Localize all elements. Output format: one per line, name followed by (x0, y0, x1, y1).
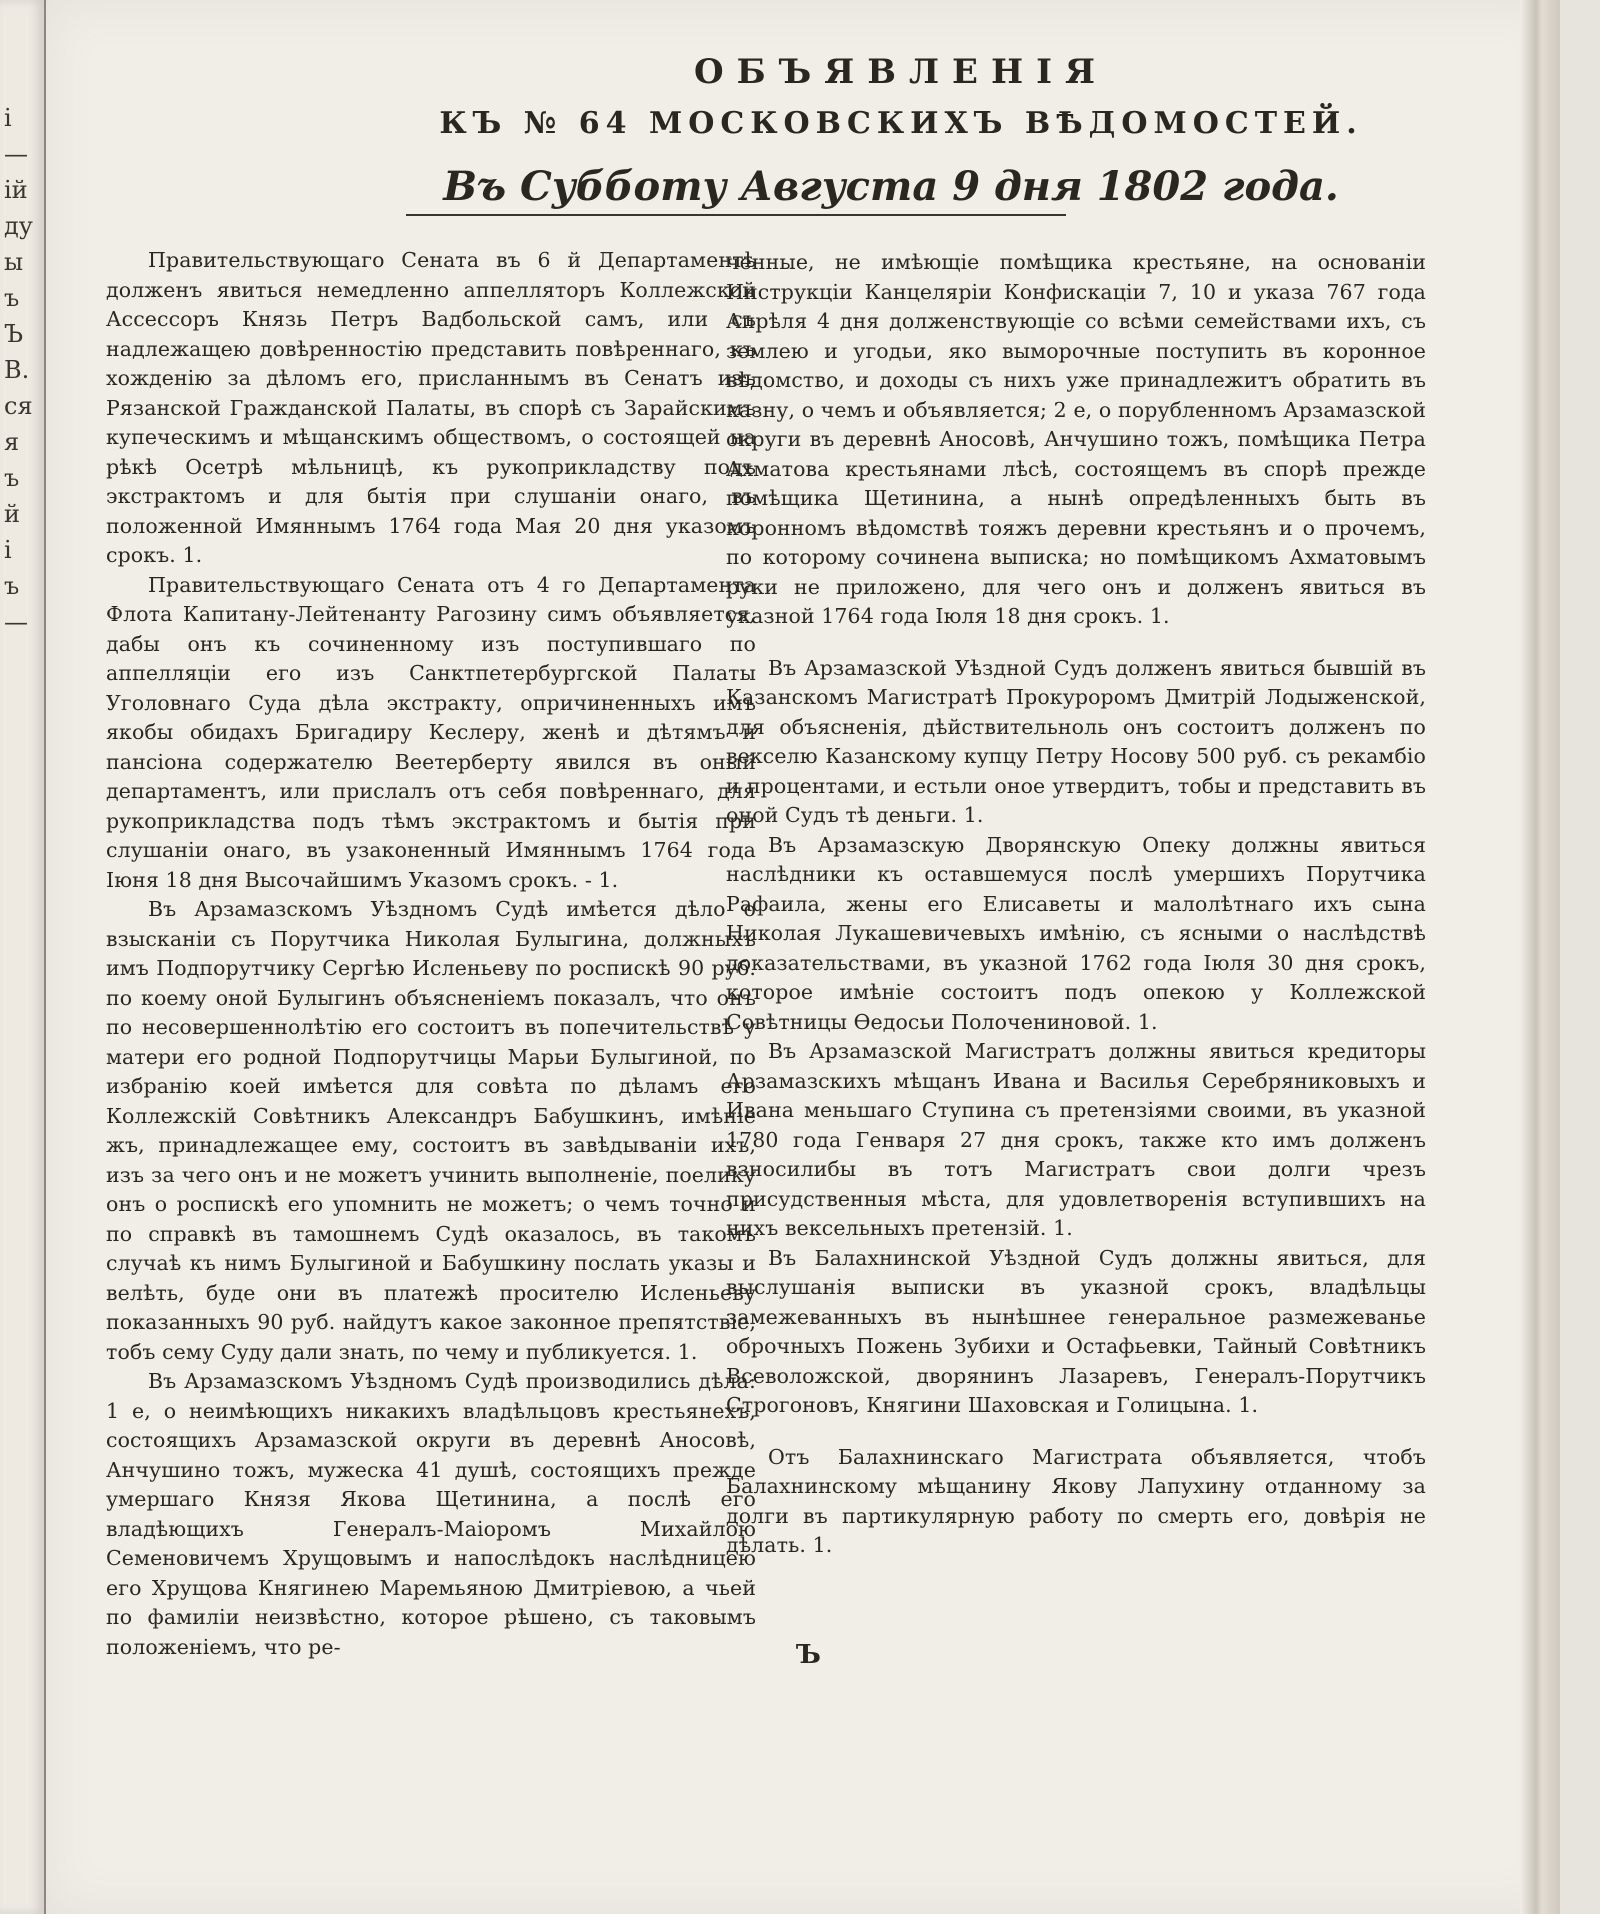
prev-glyph: В. (4, 356, 30, 384)
prev-glyph: ъ (4, 572, 20, 600)
prev-glyph: я (4, 428, 20, 456)
prev-glyph: ъ (4, 284, 20, 312)
prev-glyph: ду (4, 212, 33, 240)
masthead-issue: КЪ № 64 МОСКОВСКИХЪ ВѢДОМОСТЕЙ. (439, 106, 1363, 141)
prev-glyph: й (4, 500, 20, 528)
prev-glyph: і (4, 536, 12, 564)
left-column (106, 246, 756, 1662)
prev-glyph: ій (4, 176, 28, 204)
notice-paragraph: Правительствующаго Сената отъ 4 го Департамента Флота Капитану-Лейтенанту Рагозину симъ объявляется, дабы онъ къ сочиненному изъ поступившаго по аппелляціи его изъ Санктпетербургской Палаты Уголовнаго Суда дѣла экстракту, опричиненныхъ имъ якобы обидахъ Бригадиру Кеслеру, женѣ и дѣтямъ и пансіона содержателю Веетерберту явился въ оный департаментъ, или прислалъ отъ себя повѣреннаго, для рукоприкладства подъ тѣмъ экстрактомъ и бытія при слушаніи онаго, въ узаконенный Имяннымъ 1764 года Іюня 18 дня Высочайшимъ Указомъ срокъ. - 1. (106, 572, 756, 892)
notice-paragraph: Въ Арзамазскомъ Уѣздномъ Судѣ производились дѣла: 1 е, о неимѣющихъ никакихъ владѣльцовъ крестьянехъ, состоящихъ Арзамазской округи въ деревнѣ Аносовѣ, Анчушино тожъ, мужеска 41 душѣ, состоящихъ прежде умершаго Князя Якова Щетинина, а послѣ его владѣющихъ Генералъ-Маіоромъ Михайлою Семеновичемъ Хрущовымъ и напослѣдокъ наслѣдницею его Хрущова Княгинею Маремьяною Дмитріевою, а чьей по фамиліи неизвѣстно, которое рѣшено, съ таковымъ положеніемъ, что ре- (106, 1369, 756, 1659)
prev-glyph: — (4, 608, 28, 636)
newspaper-page (46, 0, 1560, 1914)
notice-paragraph: Правительствующаго Сената въ 6 й Департаментѣ долженъ явиться немедленно аппелляторъ Коллежской Ассессоръ Князь Петръ Вадбольской самъ, или съ надлежащею довѣренностію представить повѣреннаго, къ хожденію за дѣломъ его, присланнымъ въ Сенатъ изъ Рязанской Гражданской Палаты, въ спорѣ съ Зарайскимъ купеческимъ и мѣщанскимъ обществомъ, о состоящей на рѣкѣ Осетрѣ мѣльницѣ, къ рукоприкладству подъ экстрактомъ и для бытія при слушаніи онаго, въ положенной Имяннымъ 1764 года Мая 20 дня указомъ срокъ. 1. (106, 248, 756, 567)
masthead-title: ОБЪЯВЛЕНІЯ (694, 52, 1108, 92)
prev-glyph: Ъ (4, 320, 24, 348)
prev-glyph: ъ (4, 464, 20, 492)
notice-paragraph: Въ Арзамазскомъ Уѣздномъ Судѣ имѣется дѣло о взысканіи съ Порутчика Николая Булыгина, должныхъ имъ Подпорутчику Сергѣю Исленьеву по роспискѣ 90 руб. по коему оной Булыгинъ объясненіемъ показалъ, что онъ по несовершеннолѣтію его состоитъ въ попечительствѣ у матери его родной Подпорутчицы Марьи Булыгиной, по избранію коей имѣется для совѣта по дѣламъ его Коллежскій Совѣтникъ Александръ Бабушкинъ, имѣніе жъ, принадлежащее ему, состоитъ въ завѣдываніи ихъ, изъ за чего онъ и не можетъ учинить выполненіе, поелику онъ о роспискѣ его упомнить не можетъ; о чемъ точно и по справкѣ въ тамошнемъ Судѣ оказалось, въ такомъ случаѣ къ нимъ Булыгиной и Бабушкину послать указы и велѣть, буде они въ платежѣ просителю Исленьеву показанныхъ 90 руб. найдутъ какое законное препятствіе, тобъ сему Суду дали знать, по чему и публикуется. 1. (106, 897, 756, 1364)
notice-paragraph: Въ Балахнинской Уѣздной Судъ должны явиться, для выслушанія выписки въ указной срокъ, владѣльцы замежеванныхъ въ нынѣшнее генеральное размежеванье оброчныхъ Пожень Зубихи и Остафьевки, Тайный Совѣтникъ Всеволожской, дворянинъ Лазаревъ, Генералъ-Порутчикъ Строгоновъ, Княгини Шаховская и Голицына. 1. (726, 1245, 1426, 1417)
notice-paragraph: Въ Арзамазской Уѣздной Судъ долженъ явиться бывшій въ Казанскомъ Магистратѣ Прокуроромъ Дмитрій Лодыженской, для объясненія, дѣйствительноль онъ состоитъ долженъ по векселю Казанскому купцу Петру Носову 500 руб. съ рекамбіо и процентами, и естьли оное утвердитъ, тобы и представить въ оной Судъ тѣ деньги. 1. (726, 655, 1426, 827)
prev-glyph: і (4, 104, 12, 132)
notice-paragraph: Отъ Балахнинскаго Магистрата объявляется, чтобъ Балахнинскому мѣщанину Якову Лапухину отданному за долги въ партикулярную работу по смерть его, довѣрія не дѣлать. 1. (726, 1444, 1426, 1557)
notice-paragraph: Въ Арзамазскую Дворянскую Опеку должны явиться наслѣдники къ оставшемуся послѣ умершихъ Порутчика Рафаила, жены его Елисаветы и малолѣтнаго ихъ сына Николая Лукашевичевыхъ имѣнію, съ ясными о наслѣдствѣ доказательствами, въ указной 1762 года Іюля 30 дня срокъ, которое имѣніе состоитъ подъ опекою у Коллежской Совѣтницы Ѳедосьи Полочениновой. 1. (726, 832, 1426, 1034)
prev-glyph: — (4, 140, 28, 168)
prev-glyph: ся (4, 392, 33, 420)
right-column (726, 248, 1426, 1561)
notice-paragraph: ченные, не имѣющіе помѣщика крестьяне, на основаніи Инструкціи Канцеляріи Конфискаціи 7, 10 и указа 767 года Апрѣля 4 дня долженствующіе со всѣми семействами ихъ, съ землею и угодьи, яко выморочные поступить въ коронное вѣдомство, и доходы съ нихъ уже принадлежитъ обратить въ казну, о чемъ и объявляется; 2 е, о порубленномъ Арзамазской округи въ деревнѣ Аносовѣ, Анчушино тожъ, помѣщика Петра Ахматова крестьянами лѣсѣ, состоящемъ въ спорѣ прежде помѣщика Щетинина, а нынѣ опредѣленныхъ быть въ коронномъ вѣдомствѣ тояжъ деревни крестьянъ и о прочемъ, по которому сочинена выписка; но помѣщикомъ Ахматовымъ руки не приложено, для чего онъ и долженъ явиться въ указной 1764 года Іюля 18 дня срокъ. 1. (726, 250, 1426, 628)
notice-paragraph: Въ Арзамазской Магистратъ должны явиться кредиторы Арзамазскихъ мѣщанъ Ивана и Василья Серебряниковыхъ и Ивана меньшаго Ступина съ претензіями своими, въ указной 1780 года Генваря 27 дня срокъ, также кто имъ долженъ взносилибы въ тотъ Магистратъ свои долги чрезъ присудственныя мѣста, для удовлетворенія вступившихъ на нихъ вексельныхъ претензій. 1. (726, 1039, 1426, 1240)
page-edge (1520, 0, 1560, 1914)
previous-page-text (4, 100, 40, 640)
page-signature-mark: Ъ (796, 1640, 821, 1670)
prev-glyph: ы (4, 248, 24, 276)
masthead (46, 52, 1600, 210)
masthead-date: Въ Субботу Августа 9 дня 1802 года. (443, 163, 1339, 210)
previous-page-edge (0, 0, 46, 1914)
masthead-rule (406, 214, 1066, 216)
